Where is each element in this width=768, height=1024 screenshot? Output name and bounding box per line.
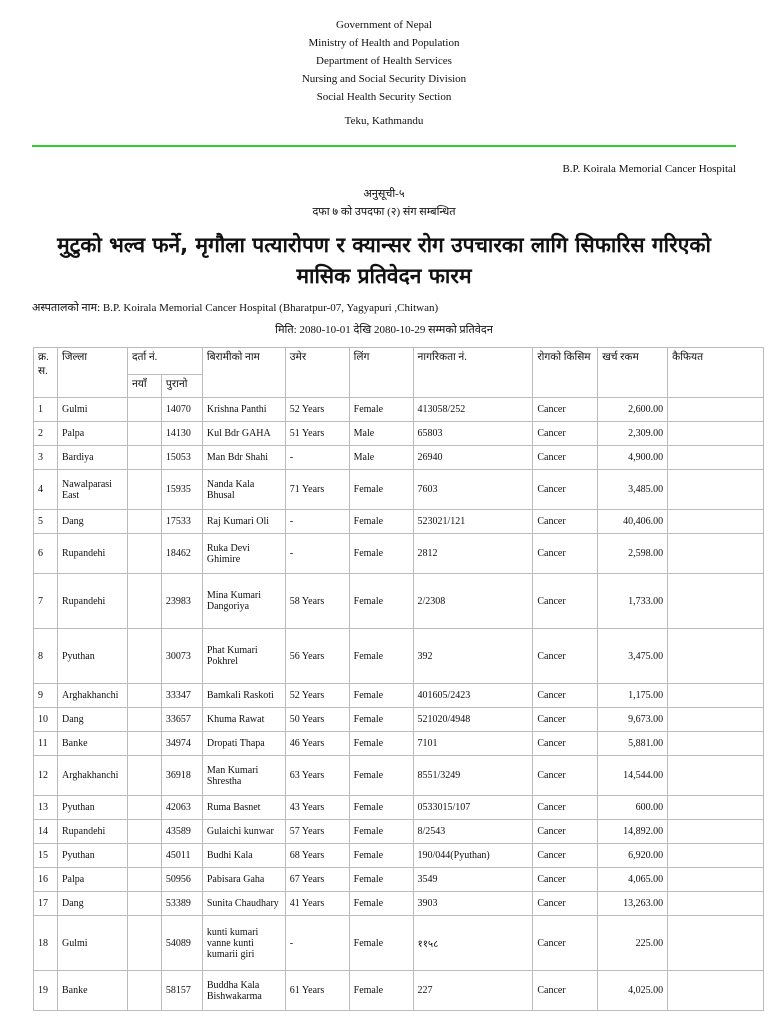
- cell-sn: 2: [34, 422, 58, 446]
- cell-citizenship: 26940: [413, 446, 533, 470]
- cell-citizenship: 8/2543: [413, 820, 533, 844]
- cell-reg-new: [127, 971, 161, 1011]
- cell-reg-new: [127, 574, 161, 629]
- cell-reg-new: [127, 629, 161, 684]
- cell-patient-name: Kul Bdr GAHA: [202, 422, 285, 446]
- cell-gender: Female: [349, 892, 413, 916]
- cell-sn: 14: [34, 820, 58, 844]
- cell-amount: 225.00: [598, 916, 668, 971]
- col-header-age: उमेर: [285, 348, 349, 398]
- col-header-sn: क्र. स.: [34, 348, 58, 398]
- table-row: [34, 470, 764, 510]
- table-row: [34, 892, 764, 916]
- cell-disease: Cancer: [533, 732, 598, 756]
- table-row: [34, 446, 764, 470]
- cell-gender: Female: [349, 684, 413, 708]
- cell-gender: Female: [349, 510, 413, 534]
- cell-remarks: [668, 574, 764, 629]
- header-department: Department of Health Services: [316, 55, 452, 67]
- cell-gender: Female: [349, 470, 413, 510]
- cell-reg-old: 58157: [161, 971, 202, 1011]
- cell-disease: Cancer: [533, 796, 598, 820]
- schedule-label: [0, 185, 768, 221]
- cell-reg-old: 17533: [161, 510, 202, 534]
- header-section: Social Health Security Section: [316, 91, 452, 103]
- cell-amount: 6,920.00: [598, 844, 668, 868]
- cell-patient-name: Ruka Devi Ghimire: [202, 534, 285, 574]
- cell-reg-new: [127, 422, 161, 446]
- cell-age: 46 Years: [285, 732, 349, 756]
- cell-age: 43 Years: [285, 796, 349, 820]
- cell-sn: 17: [34, 892, 58, 916]
- cell-citizenship: ११५८: [413, 916, 533, 971]
- table-row: [34, 534, 764, 574]
- cell-reg-new: [127, 446, 161, 470]
- cell-age: 58 Years: [285, 574, 349, 629]
- cell-remarks: [668, 422, 764, 446]
- cell-sn: 3: [34, 446, 58, 470]
- cell-amount: 3,485.00: [598, 470, 668, 510]
- hospital-name-right: B.P. Koirala Memorial Cancer Hospital: [562, 163, 736, 175]
- cell-disease: Cancer: [533, 446, 598, 470]
- cell-sn: 11: [34, 732, 58, 756]
- header-divider: [32, 145, 736, 147]
- cell-reg-new: [127, 534, 161, 574]
- cell-reg-new: [127, 916, 161, 971]
- cell-amount: 14,544.00: [598, 756, 668, 796]
- table-row: [34, 629, 764, 684]
- cell-patient-name: Sunita Chaudhary: [202, 892, 285, 916]
- cell-reg-new: [127, 684, 161, 708]
- cell-disease: Cancer: [533, 684, 598, 708]
- cell-disease: Cancer: [533, 756, 598, 796]
- col-header-district: जिल्ला: [57, 348, 127, 398]
- cell-gender: Female: [349, 916, 413, 971]
- cell-patient-name: Mina Kumari Dangoriya: [202, 574, 285, 629]
- cell-patient-name: Krishna Panthi: [202, 398, 285, 422]
- table-row: [34, 398, 764, 422]
- cell-disease: Cancer: [533, 574, 598, 629]
- cell-disease: Cancer: [533, 629, 598, 684]
- section-reference: दफा ७ को उपदफा (२) संग सम्बन्धित: [312, 206, 456, 218]
- cell-amount: 9,673.00: [598, 708, 668, 732]
- cell-citizenship: 7101: [413, 732, 533, 756]
- cell-remarks: [668, 510, 764, 534]
- report-table: [33, 347, 764, 1011]
- cell-district: Dang: [57, 892, 127, 916]
- cell-amount: 14,892.00: [598, 820, 668, 844]
- cell-age: 56 Years: [285, 629, 349, 684]
- header-ministry: Ministry of Health and Population: [308, 37, 460, 49]
- table-row: [34, 732, 764, 756]
- cell-reg-new: [127, 398, 161, 422]
- cell-amount: 4,065.00: [598, 868, 668, 892]
- anusuchi-text: अनुसूची-५: [363, 188, 405, 200]
- col-header-reg-old: पुरानो: [161, 375, 202, 398]
- cell-citizenship: 0533015/107: [413, 796, 533, 820]
- cell-sn: 12: [34, 756, 58, 796]
- cell-age: 67 Years: [285, 868, 349, 892]
- col-header-reg-new: नयाँ: [127, 375, 161, 398]
- cell-gender: Female: [349, 756, 413, 796]
- page-title: [0, 230, 768, 292]
- cell-gender: Female: [349, 574, 413, 629]
- cell-citizenship: 7603: [413, 470, 533, 510]
- cell-age: 52 Years: [285, 398, 349, 422]
- table-row: [34, 844, 764, 868]
- cell-citizenship: 3549: [413, 868, 533, 892]
- cell-reg-old: 15935: [161, 470, 202, 510]
- cell-age: 61 Years: [285, 971, 349, 1011]
- col-header-patient-name: बिरामीको नाम: [202, 348, 285, 398]
- cell-sn: 6: [34, 534, 58, 574]
- cell-age: 68 Years: [285, 844, 349, 868]
- cell-patient-name: kunti kumari vanne kunti kumarii giri: [202, 916, 285, 971]
- cell-sn: 18: [34, 916, 58, 971]
- cell-remarks: [668, 732, 764, 756]
- table-row: [34, 916, 764, 971]
- title-line-1: मुटुको भल्व फर्ने, मृगौला पत्यारोपण र क्यान्सर रोग उपचारका लागि सिफारिस गरिएको: [57, 233, 711, 257]
- cell-remarks: [668, 684, 764, 708]
- cell-amount: 1,175.00: [598, 684, 668, 708]
- cell-age: 57 Years: [285, 820, 349, 844]
- cell-patient-name: Dropati Thapa: [202, 732, 285, 756]
- cell-gender: Male: [349, 446, 413, 470]
- cell-citizenship: 523021/121: [413, 510, 533, 534]
- cell-amount: 2,600.00: [598, 398, 668, 422]
- cell-disease: Cancer: [533, 892, 598, 916]
- cell-district: Arghakhanchi: [57, 756, 127, 796]
- cell-reg-new: [127, 844, 161, 868]
- cell-remarks: [668, 916, 764, 971]
- col-header-registration: दर्ता नं.: [127, 348, 202, 375]
- table-row: [34, 684, 764, 708]
- cell-amount: 13,263.00: [598, 892, 668, 916]
- cell-gender: Female: [349, 534, 413, 574]
- cell-patient-name: Buddha Kala Bishwakarma: [202, 971, 285, 1011]
- cell-patient-name: Gulaichi kunwar: [202, 820, 285, 844]
- cell-patient-name: Raj Kumari Oli: [202, 510, 285, 534]
- cell-disease: Cancer: [533, 971, 598, 1011]
- cell-citizenship: 401605/2423: [413, 684, 533, 708]
- cell-remarks: [668, 446, 764, 470]
- cell-remarks: [668, 470, 764, 510]
- table-row: [34, 756, 764, 796]
- cell-patient-name: Pabisara Gaha: [202, 868, 285, 892]
- cell-patient-name: Phat Kumari Pokhrel: [202, 629, 285, 684]
- cell-age: 41 Years: [285, 892, 349, 916]
- cell-age: 51 Years: [285, 422, 349, 446]
- table-row: [34, 820, 764, 844]
- cell-citizenship: 392: [413, 629, 533, 684]
- cell-amount: 4,900.00: [598, 446, 668, 470]
- cell-reg-new: [127, 756, 161, 796]
- cell-district: Arghakhanchi: [57, 684, 127, 708]
- cell-gender: Female: [349, 398, 413, 422]
- header-location: Teku, Kathmandu: [344, 115, 424, 127]
- table-body: [34, 398, 764, 1011]
- cell-reg-old: 34974: [161, 732, 202, 756]
- cell-reg-old: 30073: [161, 629, 202, 684]
- table-row: [34, 796, 764, 820]
- cell-gender: Female: [349, 844, 413, 868]
- cell-reg-new: [127, 796, 161, 820]
- cell-district: Banke: [57, 971, 127, 1011]
- cell-sn: 19: [34, 971, 58, 1011]
- table-row: [34, 708, 764, 732]
- cell-reg-new: [127, 868, 161, 892]
- cell-amount: 40,406.00: [598, 510, 668, 534]
- cell-gender: Female: [349, 796, 413, 820]
- cell-sn: 13: [34, 796, 58, 820]
- cell-remarks: [668, 708, 764, 732]
- cell-amount: 3,475.00: [598, 629, 668, 684]
- cell-patient-name: Nanda Kala Bhusal: [202, 470, 285, 510]
- cell-disease: Cancer: [533, 398, 598, 422]
- table-row: [34, 971, 764, 1011]
- cell-disease: Cancer: [533, 820, 598, 844]
- cell-citizenship: 413058/252: [413, 398, 533, 422]
- cell-reg-new: [127, 820, 161, 844]
- cell-amount: 600.00: [598, 796, 668, 820]
- cell-disease: Cancer: [533, 916, 598, 971]
- col-header-citizenship: नागरिकता नं.: [413, 348, 533, 398]
- cell-sn: 15: [34, 844, 58, 868]
- cell-reg-old: 43589: [161, 820, 202, 844]
- cell-amount: 1,733.00: [598, 574, 668, 629]
- cell-age: 71 Years: [285, 470, 349, 510]
- col-header-amount: खर्च रकम: [598, 348, 668, 398]
- cell-gender: Female: [349, 868, 413, 892]
- cell-district: Gulmi: [57, 916, 127, 971]
- cell-reg-old: 54089: [161, 916, 202, 971]
- cell-reg-old: 36918: [161, 756, 202, 796]
- cell-citizenship: 2812: [413, 534, 533, 574]
- table-row: [34, 510, 764, 534]
- cell-remarks: [668, 796, 764, 820]
- cell-disease: Cancer: [533, 510, 598, 534]
- cell-sn: 4: [34, 470, 58, 510]
- report-date-line: मिति: 2080-10-01 देखि 2080-10-29 सम्मको प्रतिवेदन: [275, 324, 493, 336]
- cell-amount: 2,309.00: [598, 422, 668, 446]
- cell-district: Dang: [57, 510, 127, 534]
- cell-reg-old: 50956: [161, 868, 202, 892]
- cell-patient-name: Budhi Kala: [202, 844, 285, 868]
- cell-reg-old: 42063: [161, 796, 202, 820]
- cell-patient-name: Man Kumari Shrestha: [202, 756, 285, 796]
- cell-gender: Male: [349, 422, 413, 446]
- cell-gender: Female: [349, 732, 413, 756]
- cell-reg-old: 33657: [161, 708, 202, 732]
- col-header-disease: रोगको किसिम: [533, 348, 598, 398]
- cell-gender: Female: [349, 708, 413, 732]
- cell-district: Rupandehi: [57, 820, 127, 844]
- cell-district: Banke: [57, 732, 127, 756]
- col-header-gender: लिंग: [349, 348, 413, 398]
- cell-age: 63 Years: [285, 756, 349, 796]
- table-row: [34, 422, 764, 446]
- header-division: Nursing and Social Security Division: [301, 73, 467, 85]
- cell-disease: Cancer: [533, 534, 598, 574]
- cell-disease: Cancer: [533, 844, 598, 868]
- table-row: [34, 574, 764, 629]
- header-government: Government of Nepal: [336, 19, 432, 31]
- cell-district: Dang: [57, 708, 127, 732]
- cell-reg-old: 45011: [161, 844, 202, 868]
- cell-citizenship: 2/2308: [413, 574, 533, 629]
- cell-district: Pyuthan: [57, 629, 127, 684]
- cell-reg-new: [127, 708, 161, 732]
- cell-age: -: [285, 446, 349, 470]
- cell-remarks: [668, 868, 764, 892]
- cell-sn: 5: [34, 510, 58, 534]
- cell-disease: Cancer: [533, 868, 598, 892]
- table-row: [34, 868, 764, 892]
- cell-reg-old: 33347: [161, 684, 202, 708]
- hospital-name-line: अस्पतालको नाम: B.P. Koirala Memorial Cancer Hospital (Bharatpur-07, Yagyapuri ,Chitwan): [32, 302, 439, 314]
- cell-citizenship: 521020/4948: [413, 708, 533, 732]
- cell-district: Bardiya: [57, 446, 127, 470]
- cell-remarks: [668, 756, 764, 796]
- cell-amount: 5,881.00: [598, 732, 668, 756]
- cell-gender: Female: [349, 820, 413, 844]
- cell-patient-name: Man Bdr Shahi: [202, 446, 285, 470]
- cell-age: -: [285, 916, 349, 971]
- cell-patient-name: Khuma Rawat: [202, 708, 285, 732]
- cell-reg-old: 14130: [161, 422, 202, 446]
- cell-remarks: [668, 844, 764, 868]
- cell-disease: Cancer: [533, 470, 598, 510]
- cell-disease: Cancer: [533, 708, 598, 732]
- cell-citizenship: 227: [413, 971, 533, 1011]
- cell-citizenship: 8551/3249: [413, 756, 533, 796]
- cell-district: Gulmi: [57, 398, 127, 422]
- cell-age: 50 Years: [285, 708, 349, 732]
- cell-age: 52 Years: [285, 684, 349, 708]
- cell-patient-name: Ruma Basnet: [202, 796, 285, 820]
- cell-district: Palpa: [57, 868, 127, 892]
- title-line-2: मासिक प्रतिवेदन फारम: [296, 264, 472, 288]
- cell-citizenship: 190/044(Pyuthan): [413, 844, 533, 868]
- cell-reg-old: 53389: [161, 892, 202, 916]
- cell-amount: 2,598.00: [598, 534, 668, 574]
- cell-gender: Female: [349, 971, 413, 1011]
- cell-sn: 9: [34, 684, 58, 708]
- cell-reg-old: 18462: [161, 534, 202, 574]
- cell-sn: 8: [34, 629, 58, 684]
- cell-district: Rupandehi: [57, 534, 127, 574]
- cell-reg-old: 23983: [161, 574, 202, 629]
- document-header: [0, 0, 768, 130]
- cell-sn: 7: [34, 574, 58, 629]
- cell-age: -: [285, 510, 349, 534]
- cell-district: Palpa: [57, 422, 127, 446]
- cell-sn: 16: [34, 868, 58, 892]
- cell-district: Pyuthan: [57, 796, 127, 820]
- cell-remarks: [668, 534, 764, 574]
- cell-district: Pyuthan: [57, 844, 127, 868]
- cell-gender: Female: [349, 629, 413, 684]
- cell-reg-new: [127, 470, 161, 510]
- cell-remarks: [668, 971, 764, 1011]
- cell-disease: Cancer: [533, 422, 598, 446]
- cell-reg-new: [127, 892, 161, 916]
- cell-age: -: [285, 534, 349, 574]
- cell-amount: 4,025.00: [598, 971, 668, 1011]
- cell-reg-old: 15053: [161, 446, 202, 470]
- cell-district: Rupandehi: [57, 574, 127, 629]
- table-header-row: [34, 348, 764, 375]
- cell-reg-new: [127, 732, 161, 756]
- cell-sn: 10: [34, 708, 58, 732]
- cell-sn: 1: [34, 398, 58, 422]
- cell-remarks: [668, 892, 764, 916]
- cell-remarks: [668, 398, 764, 422]
- cell-citizenship: 3903: [413, 892, 533, 916]
- cell-citizenship: 65803: [413, 422, 533, 446]
- col-header-remarks: कैफियत: [668, 348, 764, 398]
- cell-patient-name: Bamkali Raskoti: [202, 684, 285, 708]
- cell-remarks: [668, 820, 764, 844]
- cell-district: Nawalparasi East: [57, 470, 127, 510]
- cell-remarks: [668, 629, 764, 684]
- cell-reg-old: 14070: [161, 398, 202, 422]
- cell-reg-new: [127, 510, 161, 534]
